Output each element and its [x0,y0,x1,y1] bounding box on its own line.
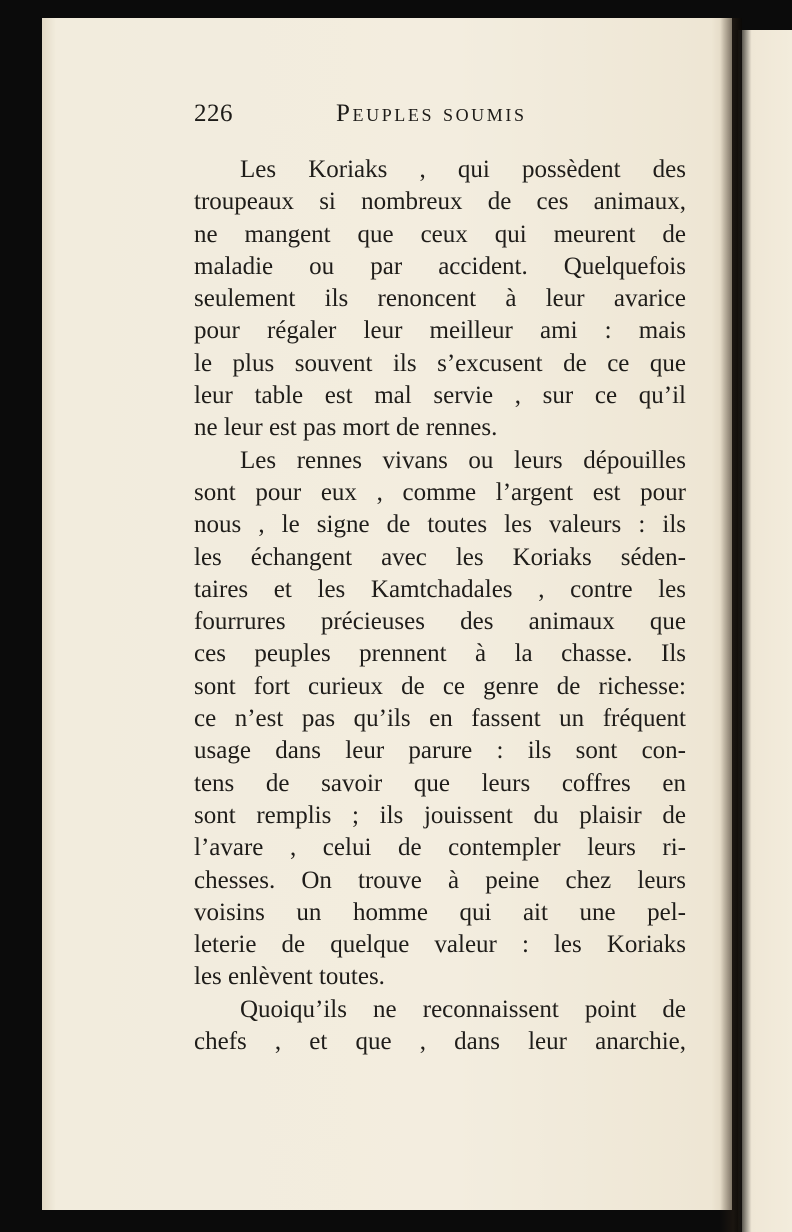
text-line: ce n’est pas qu’ils en fassent un fréquent [194,705,686,733]
text-line: ne mangent que ceux qui meurent de [194,220,686,248]
text-line: sont remplis ; ils jouissent du plaisir de [194,801,686,829]
gutter-shadow [720,18,742,1232]
page-header [194,92,554,128]
text-line: les échangent avec les Koriaks séden- [194,543,686,571]
text-line: Les rennes vivans ou leurs dépouilles [240,446,686,474]
paragraph [194,154,686,445]
text-line: l’avare , celui de contempler leurs ri- [194,834,686,862]
text-line: Les Koriaks , qui possèdent des [240,156,686,183]
text-line: leterie de quelque valeur : les Koriaks [194,931,686,959]
text-line: taires et les Kamtchadales , contre les [194,575,686,603]
text-line: voisins un homme qui ait une pel- [194,898,686,926]
text-line: leur table est mal servie , sur ce qu’il [194,382,686,410]
text-line: sont pour eux , comme l’argent est pour [194,478,686,506]
text-line: le plus souvent ils s’excusent de ce que [194,349,686,377]
paragraph [194,994,686,1059]
text-line: pour régaler leur meilleur ami : mais [194,317,686,345]
paragraph [194,445,686,994]
text-line: fourrures précieuses des animaux que [194,608,686,636]
text-line: sont fort curieux de ce genre de richesse: [194,672,686,700]
running-title: Peuples soumis [336,100,527,127]
text-line: les enlèvent toutes. [194,963,385,991]
body-text [194,154,686,1058]
text-line: ces peuples prennent à la chasse. Ils [194,640,686,668]
text-line: chefs , et que , dans leur anarchie, [194,1028,686,1056]
text-line: ne leur est pas mort de rennes. [194,414,498,442]
text-line: usage dans leur parure : ils sont con- [194,737,686,765]
text-line: maladie ou par accident. Quelquefois [194,252,686,280]
text-line: nous , le signe de toutes les valeurs : ils [194,511,686,539]
facing-page-edge [738,30,792,1232]
text-line: tens de savoir que leurs coffres en [194,769,686,797]
text-line: troupeaux si nombreux de ces animaux, [194,188,686,216]
text-line: chesses. On trouve à peine chez leurs [194,866,686,894]
text-line: seulement ils renoncent à leur avarice [194,285,686,313]
page-number: 226 [194,100,233,127]
text-line: Quoiqu’ils ne reconnaissent point de [240,995,686,1023]
